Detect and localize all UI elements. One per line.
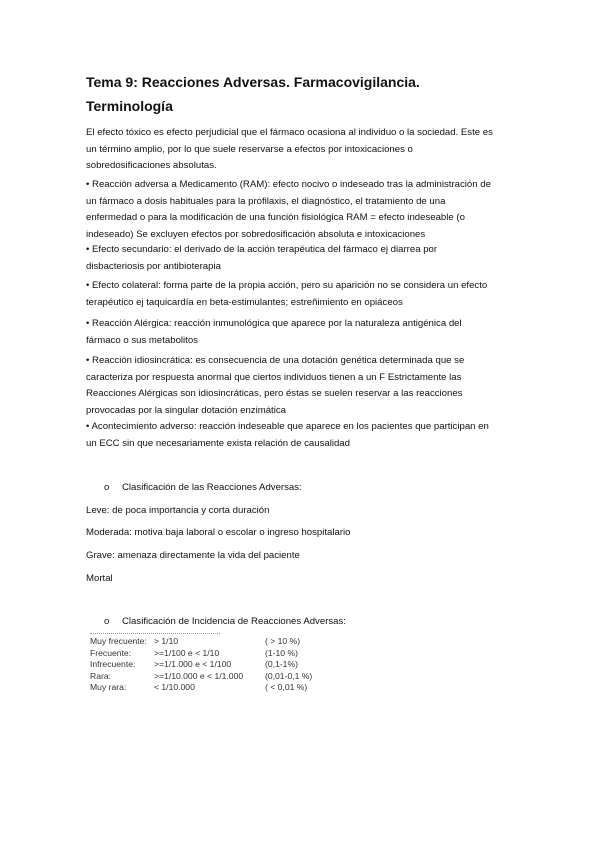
paragraph-collateral-effect — [86, 278, 518, 311]
text-line: un ECC sin que necesariamente exista relación de causalidad — [86, 437, 350, 449]
paragraph-allergic-reaction — [86, 316, 518, 349]
list-bullet: o — [104, 482, 110, 493]
list-bullet: o — [104, 616, 110, 627]
incidence-heading — [104, 616, 346, 627]
incidence-range: >=1/100 e < 1/10 — [154, 647, 220, 658]
text-line: • Reacción Alérgica: reacción inmunológica que aparece por la naturaleza antigénica del — [86, 318, 462, 329]
text-line: disbacteriosis por antibioterapia — [86, 260, 221, 272]
classification-heading — [104, 482, 302, 493]
incidence-label: Frecuente: — [90, 647, 132, 658]
classification-item-leve: Leve: de poca importancia y corta duración — [86, 505, 270, 516]
incidence-range: > 1/10 — [154, 636, 179, 646]
document-title: Tema 9: Reacciones Adversas. Farmacovigilancia. — [86, 74, 420, 90]
classification-item-mortal: Mortal — [86, 573, 113, 584]
text-line: fármaco o sus metabolitos — [86, 334, 198, 346]
text-line: provocadas por la singular dotación enzimática — [86, 404, 286, 416]
incidence-label: Rara: — [90, 670, 112, 681]
paragraph-idiosyncratic-reaction — [86, 353, 518, 419]
section-heading: Terminología — [86, 98, 173, 114]
paragraph-adverse-event — [86, 419, 518, 452]
text-line: El efecto tóxico es efecto perjudicial que el fármaco ocasiona al individuo o la sociedad. Este es — [86, 127, 493, 138]
text-line: • Efecto colateral: forma parte de la propia acción, pero su aparición no se considera un efecto — [86, 280, 488, 291]
text-line: • Reacción idiosincrática: es consecuencia de una dotación genética determinada que se — [86, 355, 465, 366]
text-line: enfermedad o para la modificación de una función fisiológica RAM = efecto indeseable (o — [86, 212, 465, 223]
text-line: Reacciones Alérgicas son idiosincráticas, pero éstas se suelen reservar a las reacciones — [86, 388, 463, 399]
incidence-label: Infrecuente: — [90, 659, 136, 670]
text-line: sobredosificaciones absolutas. — [86, 160, 217, 171]
paragraph-ram — [86, 177, 518, 243]
text-line: • Reacción adversa a Medicamento (RAM): efecto nocivo o indeseado tras la administración de — [86, 179, 491, 190]
classification-item-grave: Grave: amenaza directamente la vida del paciente — [86, 550, 300, 561]
text-line: indeseado) Se excluyen efectos por sobredosificación absoluta e intoxicaciones — [86, 228, 426, 240]
incidence-percent: ( > 10 %) — [265, 636, 301, 646]
text-line: • Acontecimiento adverso: reacción indeseable que aparece en los pacientes que participan en — [86, 421, 489, 432]
incidence-percent: (0,01-0,1 %) — [265, 670, 313, 681]
incidence-range: < 1/10.000 — [154, 682, 195, 693]
incidence-percent: (0,1-1%) — [265, 659, 298, 670]
incidence-label: Muy rara: — [90, 682, 127, 693]
incidence-label: Muy frecuente: — [90, 636, 147, 646]
incidence-percent: ( < 0,01 %) — [265, 682, 308, 693]
text-line: caracteriza por respuesta anormal que ciertos individuos tienen a un F Estrictamente las — [86, 371, 462, 383]
text-line: un término amplio, por lo que suele reservarse a efectos por intoxicaciones o — [86, 143, 413, 155]
incidence-range: >=1/10.000 e < 1/1.000 — [154, 670, 244, 681]
incidence-heading-text: Clasificación de Incidencia de Reacciones Adversas: — [122, 616, 346, 627]
classification-item-moderada: Moderada: motiva baja laboral o escolar o ingreso hospitalario — [86, 527, 351, 538]
incidence-range: >=1/1.000 e < 1/100 — [154, 659, 232, 670]
text-line: un fármaco a dosis habituales para la profilaxis, el diagnóstico, el tratamiento de una — [86, 195, 446, 207]
paragraph-toxic-effect — [86, 125, 518, 175]
classification-heading-text: Clasificación de las Reacciones Adversas: — [122, 482, 302, 493]
paragraph-secondary-effect — [86, 242, 518, 275]
incidence-percent: (1-10 %) — [265, 647, 298, 658]
text-line: • Efecto secundario: el derivado de la acción terapéutica del fármaco ej diarrea por — [86, 244, 438, 255]
text-line: terapéutico ej taquicardía en beta-estimulantes; estreñimiento en opiáceos — [86, 296, 403, 308]
